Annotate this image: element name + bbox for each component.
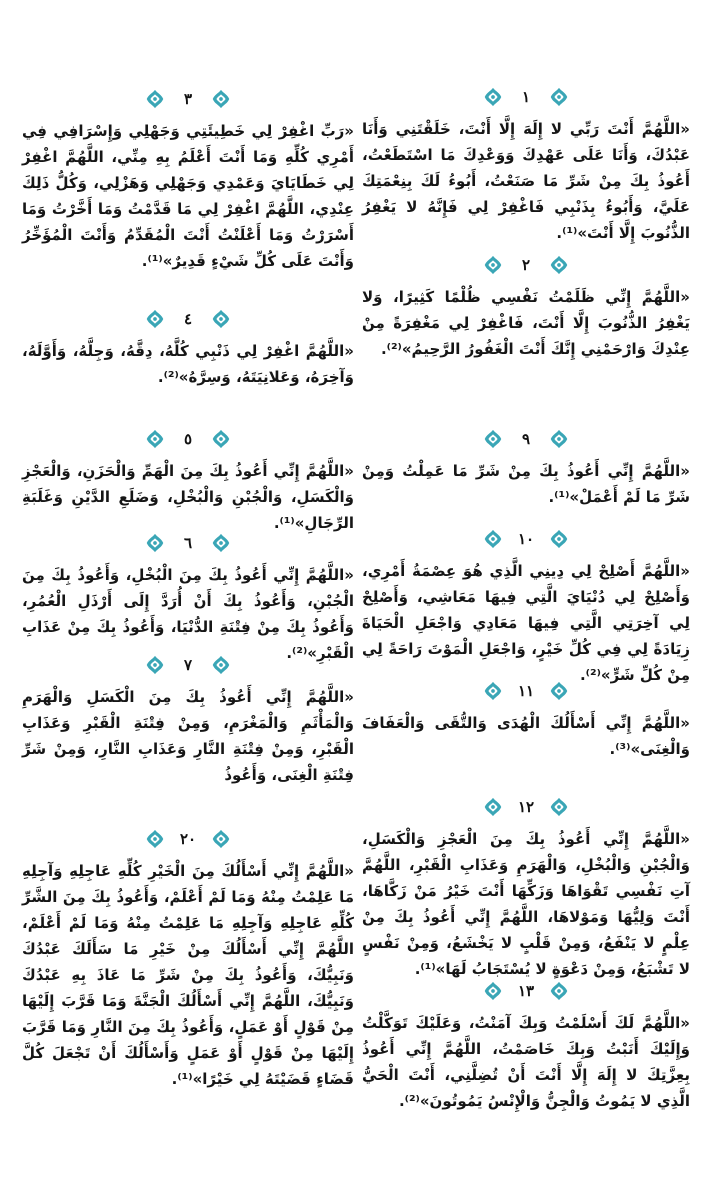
dua-header [22,306,354,332]
dua-text: «اللَّهُمَّ إِنِّي أَعُوذُ بِكَ مِنَ الْكَسَلِ وَالْهَرَمِ وَالْمَأْثَمِ وَالْمَغْرَمِ، وَمِنْ فِتْنَةِ الْقَبْرِ وَعَذَابِ الْقَبْرِ، وَمِنْ فِتْنَةِ النَّارِ وَعَذَابِ النَّارِ، وَمِنْ شَرِّ فِتْنَةِ الْغِنَى، وَأَعُوذُ [22,688,354,784]
dua-text: «رَبِّ اغْفِرْ لِي خَطِيئَتِي وَجَهْلِي وَإِسْرَافِي فِي أَمْرِي كُلِّهِ وَمَا أَنْتَ أَعْلَمُ بِهِ مِنِّي، اللَّهُمَّ اغْفِرْ لِي خَطَايَايَ وَعَمْدِي وَجَهْلِي وَهَزْلِي، وَكُلُّ ذَلِكَ عِنْدِي، اللَّهُمَّ اغْفِرْ لِي مَا قَدَّمْتُ وَمَا أَخَّرْتُ وَمَا أَسْرَرْتُ وَمَا أَعْلَنْتُ أَنْتَ الْمُقَدِّمُ وَأَنْتَ الْمُؤَخِّرُ وَأَنْتَ عَلَى كُلِّ شَيْءٍ قَدِيرٌ»⁽¹⁾. [22,122,354,270]
dua-header [362,794,690,820]
dua-header [362,426,690,452]
ornament-icon [482,796,504,818]
ornament-icon [548,254,570,276]
dua-header [362,678,690,704]
ornament-icon [548,86,570,108]
dua-block-3 [22,86,354,289]
dua-block-2 [362,252,690,377]
ornament-icon [210,308,232,330]
ornament-icon [548,680,570,702]
dua-block-9 [362,426,690,525]
dua-text: «اللَّهُمَّ لَكَ أَسْلَمْتُ وَبِكَ آمَنْتُ، وَعَلَيْكَ تَوَكَّلْتُ وَإِلَيْكَ أَنَبْتُ وَبِكَ خَاصَمْتُ، اللَّهُمَّ إِنِّي أَعُوذُ بِعِزَّتِكَ لا إِلَهَ إِلَّا أَنْتَ أَنْ تُضِلَّنِي، أَنْتَ الْحَيُّ الَّذِي لا يَمُوتُ وَالْجِنُّ وَالْإِنْسُ يَمُوتُونَ»⁽²⁾. [362,1014,690,1110]
dua-text: «اللَّهُمَّ إِنِّي أَعُوذُ بِكَ مِنْ شَرِّ مَا عَمِلْتُ وَمِنْ شَرِّ مَا لَمْ أَعْمَلْ»⁽¹⁾. [362,462,690,506]
dua-block-10 [362,526,690,703]
dua-number: ٧ [183,656,193,674]
ornament-icon [144,654,166,676]
dua-text: «اللَّهُمَّ إِنِّي أَسْأَلُكَ الْهُدَى وَالتُّقَى وَالْعَفَافَ وَالْغِنَى»⁽³⁾. [362,714,690,758]
dua-text: «اللَّهُمَّ أَصْلِحْ لِي دِينِي الَّذِي هُوَ عِصْمَةُ أَمْرِي، وَأَصْلِحْ لِي دُنْيَايَ الَّتِي فِيهَا مَعَاشِي، وَأَصْلِحْ لِي آخِرَتِي الَّتِي فِيهَا مَعَادِي وَاجْعَلِ الْحَيَاةَ زِيَادَةً لِي فِي كُلِّ خَيْرٍ، وَاجْعَلِ الْمَوْتَ رَاحَةً لِي مِنْ كُلِّ شَرٍّ»⁽²⁾. [362,562,690,684]
ornament-icon [144,308,166,330]
ornament-icon [210,532,232,554]
dua-header [362,978,690,1004]
ornament-icon [482,680,504,702]
dua-block-4 [22,306,354,405]
ornament-icon [482,980,504,1002]
dua-header [362,84,690,110]
dua-header [22,86,354,112]
dua-text: «اللَّهُمَّ إِنِّي أَعُوذُ بِكَ مِنَ الْعَجْزِ وَالْكَسَلِ، وَالْجُبْنِ وَالْبُخْلِ، وَالْهَرَمِ وَعَذَابِ الْقَبْرِ، اللَّهُمَّ آتِ نَفْسِي تَقْوَاهَا وَزَكِّهَا أَنْتَ خَيْرُ مَنْ زَكَّاهَا، أَنْتَ وَلِيُّهَا وَمَوْلاهَا، اللَّهُمَّ إِنِّي أَعُوذُ بِكَ مِنْ عِلْمٍ لا يَنْفَعُ، وَمِنْ قَلْبٍ لا يَخْشَعُ، وَمِنْ نَفْسٍ لا تَشْبَعُ، وَمِنْ دَعْوَةٍ لا يُسْتَجَابُ لَهَا»⁽¹⁾. [362,830,690,978]
dua-number: ١٠ [517,530,535,548]
dua-number: ٦ [183,534,193,552]
ornament-icon [548,528,570,550]
ornament-icon [210,88,232,110]
dua-header [22,652,354,678]
dua-number: ٩ [521,430,531,448]
ornament-icon [144,828,166,850]
dua-block-7 [22,652,354,803]
dua-number: ١٢ [517,798,535,816]
dua-block-11 [362,678,690,777]
dua-number: ٣ [183,90,193,108]
dua-block-1 [362,84,690,261]
dua-number: ١٣ [517,982,535,1000]
dua-number: ٢٠ [179,830,197,848]
ornament-icon [144,428,166,450]
dua-header [22,426,354,452]
dua-block-13 [362,978,690,1129]
dua-number: ٢ [521,256,531,274]
dua-header [22,530,354,556]
dua-text: «اللَّهُمَّ اغْفِرْ لِي ذَنْبِي كُلَّهُ، دِقَّهُ، وَجِلَّهُ، وَأَوَّلَهُ، وَآخِرَهُ، وَعَلانِيَتَهُ، وَسِرَّهُ»⁽²⁾. [22,342,354,386]
ornament-icon [548,428,570,450]
ornament-icon [548,796,570,818]
ornament-icon [210,828,232,850]
dua-text: «اللَّهُمَّ إِنِّي أَسْأَلُكَ مِنَ الْخَيْرِ كُلِّهِ عَاجِلِهِ وَآجِلِهِ مَا عَلِمْتُ مِنْهُ وَمَا لَمْ أَعْلَمْ، وَأَعُوذُ بِكَ مِنَ الشَّرِّ كُلِّهِ عَاجِلِهِ وَآجِلِهِ مَا عَلِمْتُ مِنْهُ وَمَا لَمْ أَعْلَمْ، اللَّهُمَّ إِنِّي أَسْأَلُكَ مِنْ خَيْرِ مَا سَأَلَكَ عَبْدُكَ وَنَبِيُّكَ، وَأَعُوذُ بِكَ مِنْ شَرِّ مَا عَاذَ بِهِ عَبْدُكَ وَنَبِيُّكَ، اللَّهُمَّ إِنِّي أَسْأَلُكَ الْجَنَّةَ وَمَا قَرَّبَ إِلَيْهَا مِنْ قَوْلٍ أَوْ عَمَلٍ، وَأَعُوذُ بِكَ مِنَ النَّارِ وَمَا قَرَّبَ إِلَيْهَا مِنْ قَوْلٍ أَوْ عَمَلٍ وَأَسْأَلُكَ أَنْ تَجْعَلَ كُلَّ قَضَاءٍ قَضَيْتَهُ لِي خَيْرًا»⁽¹⁾. [22,862,354,1088]
dua-header [362,526,690,552]
dua-number: ١١ [517,682,535,700]
dua-block-20 [22,826,354,1107]
dua-text: «اللَّهُمَّ أَنْتَ رَبِّي لا إِلَهَ إِلَّا أَنْتَ، خَلَقْتَنِي وَأَنَا عَبْدُكَ، وَأَنَا عَلَى عَهْدِكَ وَوَعْدِكَ مَا اسْتَطَعْتُ، أَعُوذُ بِكَ مِنْ شَرِّ مَا صَنَعْتُ، أَبُوءُ لَكَ بِنِعْمَتِكَ عَلَيَّ، وَأَبُوءُ بِذَنْبِي فَاغْفِرْ لِي فَإِنَّهُ لا يَغْفِرُ الذُّنُوبَ إِلَّا أَنْتَ»⁽¹⁾. [362,120,690,242]
ornament-icon [482,428,504,450]
ornament-icon [482,528,504,550]
ornament-icon [144,88,166,110]
dua-header [22,826,354,852]
ornament-icon [482,254,504,276]
ornament-icon [210,428,232,450]
dua-number: ١ [521,88,531,106]
dua-header [362,252,690,278]
dua-number: ٤ [183,310,193,328]
ornament-icon [482,86,504,108]
dua-number: ٥ [183,430,193,448]
dua-text: «اللَّهُمَّ إِنِّي أَعُوذُ بِكَ مِنَ الْهَمِّ وَالْحَزَنِ، وَالْعَجْزِ وَالْكَسَلِ، وَالْجُبْنِ وَالْبُخْلِ، وَضَلَعِ الدَّيْنِ وَغَلَبَةِ الرِّجَالِ»⁽¹⁾. [22,462,354,532]
dua-block-12 [362,794,690,997]
ornament-icon [144,532,166,554]
dua-text: «اللَّهُمَّ إِنِّي ظَلَمْتُ نَفْسِي ظُلْمًا كَثِيرًا، وَلا يَغْفِرُ الذُّنُوبَ إِلَّا أَنْتَ، فَاغْفِرْ لِي مَغْفِرَةً مِنْ عِنْدِكَ وَارْحَمْنِي إِنَّكَ أَنْتَ الْغَفُورُ الرَّحِيمُ»⁽²⁾. [362,288,690,358]
ornament-icon [210,654,232,676]
dua-text: «اللَّهُمَّ إِنِّي أَعُوذُ بِكَ مِنَ الْبُخْلِ، وَأَعُوذُ بِكَ مِنَ الْجُبْنِ، وَأَعُوذُ بِكَ أَنْ أُرَدَّ إِلَى أَرْذَلِ الْعُمُرِ، وَأَعُوذُ بِكَ مِنْ فِتْنَةِ الدُّنْيَا، وَأَعُوذُ بِكَ مِنْ عَذَابِ الْقَبْرِ»⁽²⁾. [22,566,354,662]
ornament-icon [548,980,570,1002]
